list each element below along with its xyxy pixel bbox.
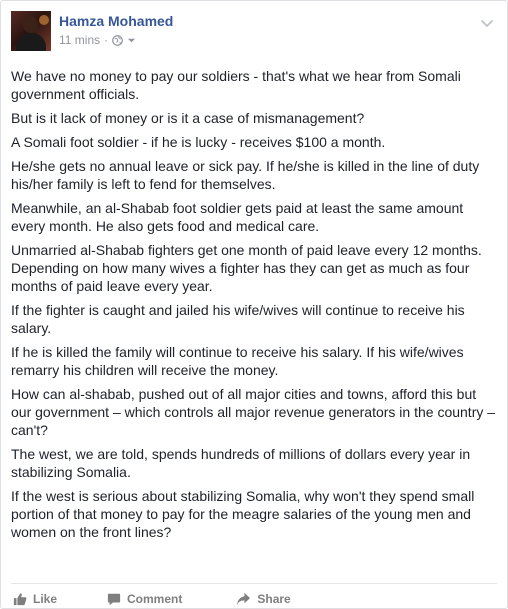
avatar[interactable] xyxy=(11,11,51,51)
comment-bubble-icon xyxy=(107,592,121,606)
avatar-head xyxy=(23,16,38,33)
post-paragraph: He/she gets no annual leave or sick pay. If he/she is killed in the line of duty his/her family is left to fend for themselves. xyxy=(11,158,480,192)
globe-icon[interactable] xyxy=(112,35,123,46)
post-timestamp[interactable]: 11 mins xyxy=(59,33,101,47)
post-paragraph: If the fighter is caught and jailed his wife/wives will continue to receive his salary. xyxy=(11,302,465,336)
share-label: Share xyxy=(257,592,291,606)
comment-button[interactable] xyxy=(107,586,182,606)
post-paragraph: A Somali foot soldier - if he is lucky - receives $100 a month. xyxy=(11,134,386,150)
thumbs-up-icon xyxy=(13,592,27,606)
chevron-down-icon[interactable] xyxy=(479,15,495,31)
like-label: Like xyxy=(33,592,58,606)
comment-label: Comment xyxy=(127,592,183,606)
meta-separator: · xyxy=(104,33,109,47)
post-content xyxy=(11,67,497,547)
share-button[interactable] xyxy=(236,586,290,606)
post-header xyxy=(11,11,497,55)
post-paragraph: Meanwhile, an al-Shabab foot soldier gets paid at least the same amount every month. He also gets food and medical care. xyxy=(11,200,464,234)
post-paragraph: If the west is serious about stabilizing Somalia, why won't they spend small portion of that money to pay for the meagre salaries of the young men and women on the front lines? xyxy=(11,488,475,540)
avatar-body xyxy=(16,33,46,51)
post-paragraph: But is it lack of money or is it a case of mismanagement? xyxy=(11,110,365,126)
post-paragraph: The west, we are told, spends hundreds of millions of dollars every year in stabilizing Somalia. xyxy=(11,446,471,480)
post-paragraph: How can al-shabab, pushed out of all major cities and towns, afford this but our government – which controls all major revenue generators in the country – can't? xyxy=(11,386,496,438)
avatar-background xyxy=(39,15,49,25)
post-paragraph: If he is killed the family will continue to receive his salary. If his wife/wives remarry his children will receive the money. xyxy=(11,344,464,378)
post-actions xyxy=(11,583,497,608)
post-meta xyxy=(59,33,136,47)
privacy-caret-icon[interactable] xyxy=(127,36,136,45)
author-name[interactable]: Hamza Mohamed xyxy=(59,13,174,29)
like-button[interactable] xyxy=(13,586,57,606)
post-paragraph: Unmarried al-Shabab fighters get one month of paid leave every 12 months. Depending on how many wives a fighter has they can get as much as four months of paid leave every year. xyxy=(11,242,482,294)
post-paragraph: We have no money to pay our soldiers - that's what we hear from Somali government officials. xyxy=(11,68,461,102)
share-arrow-icon xyxy=(236,592,251,606)
